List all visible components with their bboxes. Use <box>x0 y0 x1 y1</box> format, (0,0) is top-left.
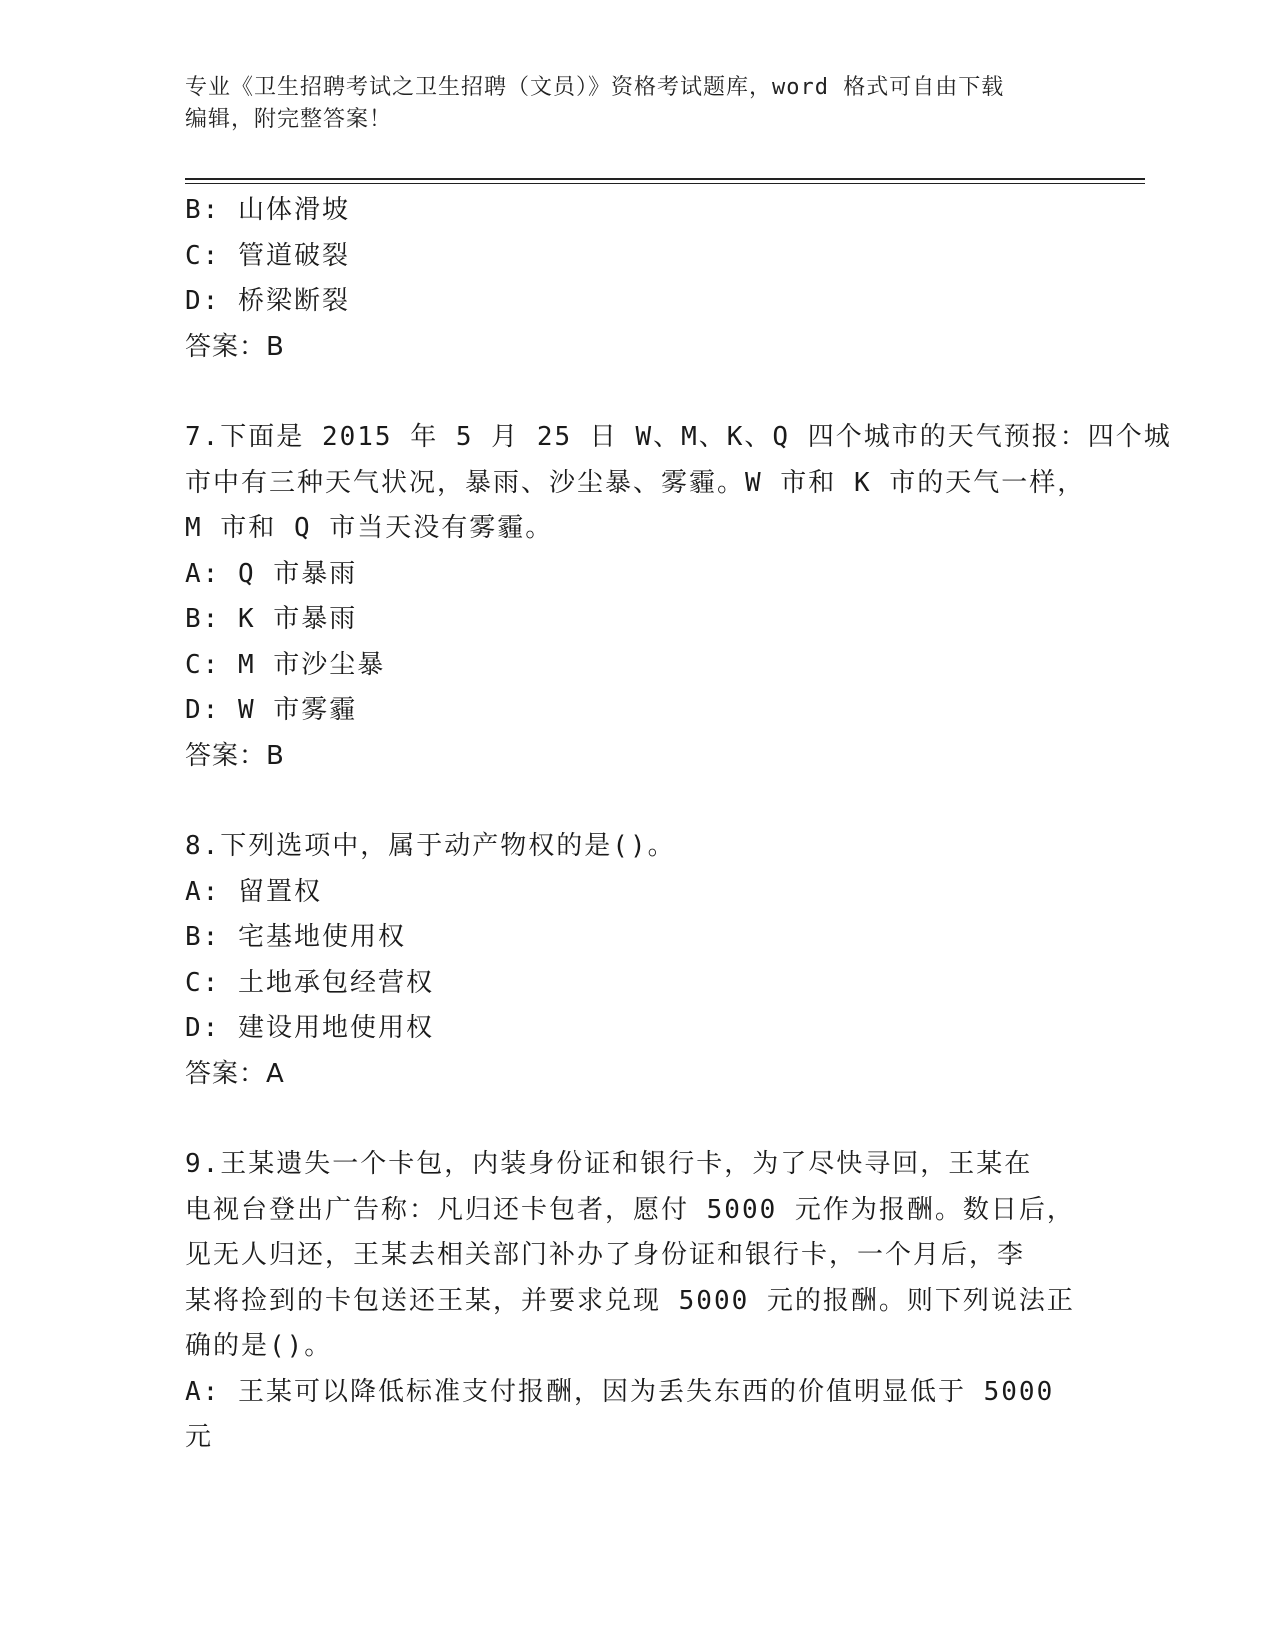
answer: 答案：B <box>185 740 285 771</box>
question-text-line: 9.王某遗失一个卡包，内装身份证和银行卡，为了尽快寻回，王某在 <box>185 1149 1033 1179</box>
question-text-line: 确的是()。 <box>185 1331 333 1361</box>
option-c: C: 土地承包经营权 <box>185 967 434 998</box>
question-9 <box>185 1142 1085 1461</box>
header-line-1: 专业《卫生招聘考试之卫生招聘（文员）》资格考试题库，word 格式可自由下载 <box>185 75 1005 100</box>
question-text-line: 市中有三种天气状况，暴雨、沙尘暴、雾霾。W 市和 K 市的天气一样， <box>185 467 1086 498</box>
question-text-line: 7.下面是 2015 年 5 月 25 日 W、M、K、Q 四个城市的天气预报：四个城 <box>185 422 1172 452</box>
option-a-continuation: 元 <box>185 1422 214 1452</box>
spacer <box>185 779 1085 824</box>
spacer <box>185 1097 1085 1142</box>
option-d: D: W 市雾霾 <box>185 695 358 725</box>
answer: 答案：A <box>185 1058 285 1089</box>
option-b: B: K 市暴雨 <box>185 604 358 634</box>
question-text-line: 见无人归还，王某去相关部门补办了身份证和银行卡，一个月后，李 <box>185 1240 1026 1270</box>
header-divider-thick <box>185 178 1145 180</box>
page-header <box>185 72 1065 136</box>
header-line-2: 编辑，附完整答案！ <box>185 107 393 132</box>
option-a: A: 王某可以降低标准支付报酬，因为丢失东西的价值明显低于 5000 <box>185 1376 1055 1407</box>
question-7 <box>185 415 1172 779</box>
answer: 答案：B <box>185 331 285 362</box>
spacer <box>185 370 1085 415</box>
question-8 <box>185 824 1085 1097</box>
option-b: B: 山体滑坡 <box>185 195 350 225</box>
option-a: A: 留置权 <box>185 876 322 907</box>
option-a: A: Q 市暴雨 <box>185 558 358 589</box>
option-d: D: 桥梁断裂 <box>185 286 350 316</box>
header-divider-thin <box>185 183 1145 184</box>
option-b: B: 宅基地使用权 <box>185 922 406 952</box>
question-6 <box>185 188 1085 370</box>
option-c: C: M 市沙尘暴 <box>185 649 386 680</box>
option-d: D: 建设用地使用权 <box>185 1013 434 1043</box>
question-text-line: 电视台登出广告称：凡归还卡包者，愿付 5000 元作为报酬。数日后， <box>185 1194 1075 1225</box>
question-text-line: 8.下列选项中，属于动产物权的是()。 <box>185 831 676 861</box>
option-c: C: 管道破裂 <box>185 240 350 271</box>
question-list <box>185 188 1172 1461</box>
question-text-line: 某将捡到的卡包送还王某，并要求兑现 5000 元的报酬。则下列说法正 <box>185 1285 1075 1316</box>
question-text-line: M 市和 Q 市当天没有雾霾。 <box>185 513 554 543</box>
